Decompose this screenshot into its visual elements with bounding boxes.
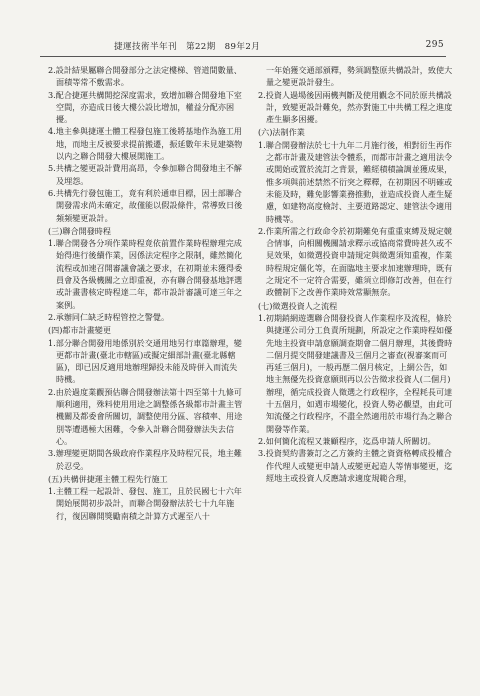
section-heading: (五)共構併捷運主體工程先行施工 [48, 473, 168, 484]
list-item: 1.初期銷網遊選聯合開發投資人作業程序及流程，條於與捷運公司分工負責所規劃，所設定之作業時程如優先地主投資申請意願調查期會二個月辦理，其後費時二個月提交開發建議書及三個月之審查(視審案而可再延三個月)，一般再歷二個月核定，上網公告，如地主無優先投資意願則再以公告徵求投資人(二個月)辦理，循完成投資人徵選之行政程序，全程耗長可達十五個月，如遇市場變化，投資人勢必觀望，由此可知流優之行政程序，不盡全然適用於市場行為之聯合開發等作業。 [258, 312, 453, 434]
list-item: 1.主體工程一起設計、發包、施工，且於民國七十六年開始展開初步設計，而聯合開發辦法於七十九年施行，復因聯開獎勵南積之計算方式遲至八十 [48, 486, 242, 521]
list-item: 1.聯合開發各分項作業時程竟依前置作業時程辦理完成始得進行後續作業，因係法定程序之限制，雖然簡化流程或加速召開審議會議之要求，在初期並未獲得委員會及各級機關之立即重視，亦有聯合開發基地評選或計畫書核定時程達二年，都市設計審議可達三年之案例。 [48, 238, 243, 310]
list-item: 2.如何簡化流程又兼顧程序，迄爲申請人所關切。 [258, 435, 436, 446]
list-item: 2.由於過度業觀預估聯合開發辦法第十四至第十九條可順利適用，殊料使用用途之調整係各級都市計畫主管機關及都委會所關切，調整使用分區、容積率、用途別等遭遇極大困難，令參入計聯合開發辦法失去信心。 [48, 386, 243, 446]
left-column [48, 64, 244, 522]
section-heading: (七)徵選投資人之流程 [258, 300, 338, 311]
paragraph-continuation: 一年始獲交通部頒釋，勢須調整原共構設計，致使大量之變更設計發生。 [266, 65, 453, 88]
list-item: 2.設計結果屬聯合開發部分之法定樓梯、管道間數量、面積等常不敷需求。 [48, 65, 242, 88]
section-heading: (四)都市計畫變更 [48, 325, 111, 336]
list-item: 6.共構先行發包施工，竟有利於通車目標，因土部聯合開發需求尚未確定，故僅能以假設條件，常導致日後頻頻變更設計。 [48, 187, 243, 223]
header-rule [40, 56, 446, 57]
section-heading: (六)法制作業 [258, 127, 305, 138]
list-item: 5.共構之變更設計費用高昂，令參加聯合開發地主不解及埋怨。 [48, 163, 242, 186]
list-item: 1.聯合開發辦法於七十九年二月施行後，相對衍生再作之都市計畫及建管法令體系，而都市計畫之適用法令或開始或置於流訂之背景，難經積積論調並獲成果，惟多項與前述禁然不衍突之釋釋，在初期因不明確或未能及時，難免影響業務推動，並造成投資人產生疑慮，如建物高度檢討、主要道路認定、建管法令適用時機等。 [258, 139, 453, 224]
list-item: 3.投資契約書簽訂之乙方簽約主體之資資格轉成投權合作代理人或變更申請人或變更起造人等情事變更，迄經地主或投資人反應請求適度規範合理， [258, 448, 453, 483]
journal-title: 捷運技術半年刊 第22期 89年2月 [114, 42, 261, 52]
list-item: 2.作業所需之行政命令於初期難免有重重束縛及規定競合情事，向相關機關請求釋示或協商常費時甚久或不見效果，如徵選投資申請規定與徵選須知重複，作業時程規定僵化等，在面臨地主要求加速辦理時，既有之規定不一定符合需要，雖須立即修訂改善，但在行政體制下之改善作業時效常顯無奈。 [258, 225, 453, 298]
page-number: 295 [425, 40, 444, 50]
list-item: 3.配合捷運共構開挖深度需求，致增加聯合開發地下室空間，亦造成日後大樓公設比增加，權益分配亦困擾。 [48, 89, 242, 125]
list-item: 2.投資人過場後因兩機判斷及使用觀念不同於原共構設計，致變更設計難免，然亦對施工中共構工程之進度產生顯多困擾。 [258, 89, 453, 125]
right-column [258, 64, 454, 484]
list-item: 1.部分聯合開發用地係別於交通用地另行車篇辦理，變更都市計畫(臺北市轄區)或擬定細部計畫(臺北縣轄區)，即已因反適用地辦理歸投未能及時併入而流失時機。 [48, 337, 242, 385]
list-item: 2.承辦同仁缺乏時程管控之警覺。 [48, 311, 170, 322]
page-header [40, 40, 444, 56]
list-item: 4.地主參與捷運土體工程發包施工後將基地作為施工用地，而地主反被要求提前搬遷，振延數年未見建築物以内之聯合開發大樓展開施工。 [48, 126, 243, 162]
list-item: 3.辦理變更期間各級政府作業程序及時程冗長，地主難於忍受。 [48, 448, 242, 471]
section-heading: (三)聯合開發時程 [48, 225, 111, 236]
